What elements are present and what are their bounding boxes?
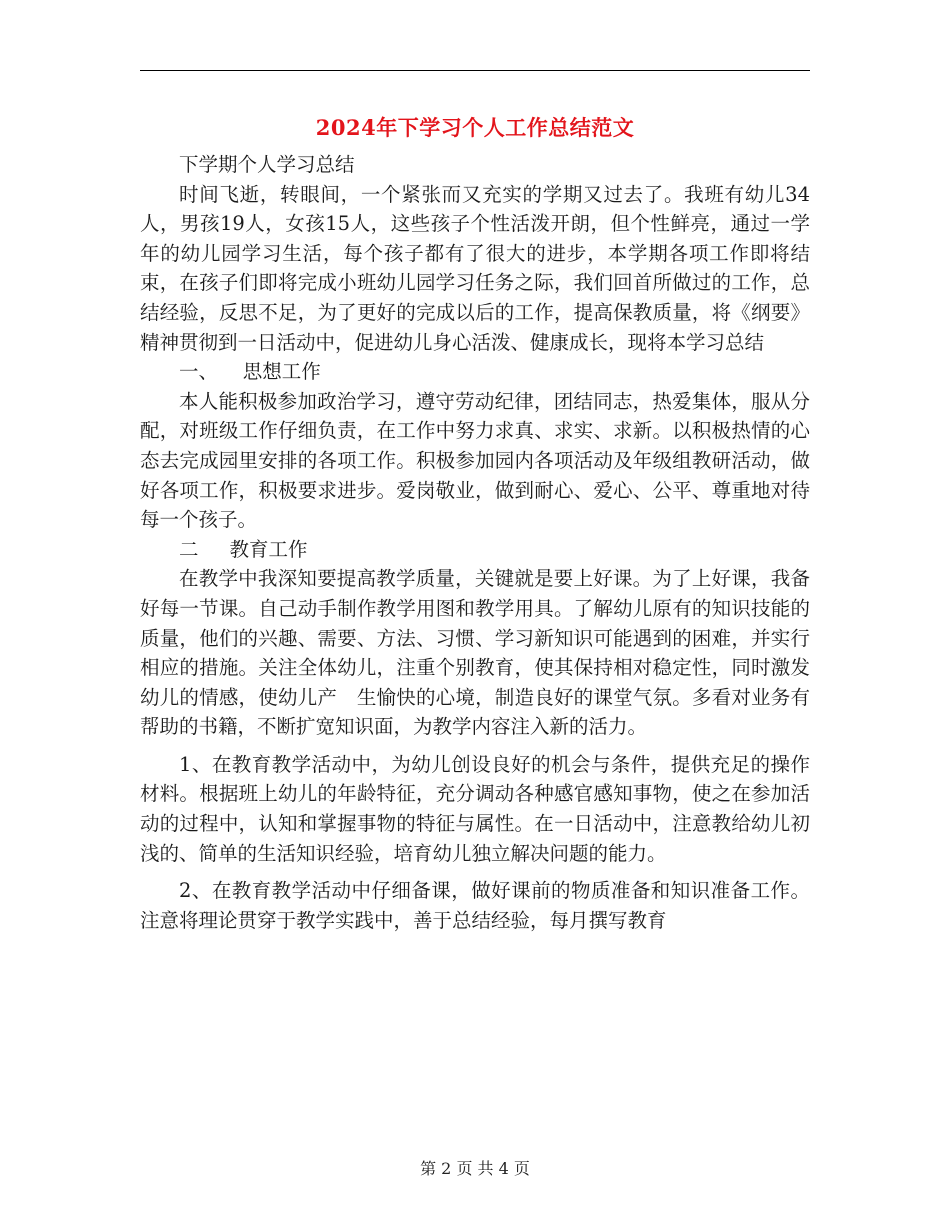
paragraph-education: 在教学中我深知要提高教学质量，关键就是要上好课。为了上好课，我备好每一节课。自己动手制作教学用图和教学用具。了解幼儿原有的知识技能的质量，他们的兴趣、需要、方法、习惯、学习新知识可能遇到的困难，并实行相应的措施。关注全体幼儿，注重个别教育，使其保持相对稳定性，同时激发幼儿的情感，使幼儿产 生愉快的心境，制造良好的课堂气氛。多看对业务有帮助的书籍，不断扩宽知识面，为教学内容注入新的活力。 — [140, 567, 810, 739]
paragraph-item-2: 2、在教育教学活动中仔细备课，做好课前的物质准备和知识准备工作。注意将理论贯穿于教学实践中，善于总结经验，每月撰写教育 — [140, 879, 810, 932]
page-number-footer: 第 2 页 共 4 页 — [420, 1159, 530, 1178]
paragraph-thought: 本人能积极参加政治学习，遵守劳动纪律，团结同志，热爱集体，服从分配，对班级工作仔细负责，在工作中努力求真、求实、求新。以积极热情的心态去完成园里安排的各项工作。积极参加园内各项活动及年级组教研活动，做好各项工作，积极要求进步。爱岗敬业，做到耐心、爱心、公平、尊重地对待每一个孩子。 — [140, 389, 810, 532]
paragraph-intro: 时间飞逝，转眼间，一个紧张而又充实的学期又过去了。我班有幼儿34人，男孩19人，女孩15人，这些孩子个性活泼开朗，但个性鲜亮，通过一学年的幼儿园学习生活，每个孩子都有了很大的进步，本学期各项工作即将结束，在孩子们即将完成小班幼儿园学习任务之际，我们回首所做过的工作，总结经验，反思不足，为了更好的完成以后的工作，提高保教质量，将《纲要》精神贯彻到一日活动中，促进幼儿身心活泼、健康成长，现将本学习总结 — [140, 182, 810, 354]
document-body — [140, 150, 810, 935]
section-heading-education: 二 教育工作 — [179, 537, 308, 561]
paragraph-item-1: 1、在教育教学活动中，为幼儿创设良好的机会与条件，提供充足的操作材料。根据班上幼儿的年龄特征，充分调动各种感官感知事物，使之在参加活动的过程中，认知和掌握事物的特征与属性。在一日活动中，注意教给幼儿初浅的、简单的生活知识经验，培育幼儿独立解决问题的能力。 — [140, 752, 810, 865]
header-rule — [140, 70, 810, 71]
section-heading-thought: 一、 思想工作 — [179, 360, 321, 384]
document-title: 2024年下学习个人工作总结范文 — [315, 115, 635, 140]
paragraph-subtitle: 下学期个人学习总结 — [179, 153, 355, 176]
